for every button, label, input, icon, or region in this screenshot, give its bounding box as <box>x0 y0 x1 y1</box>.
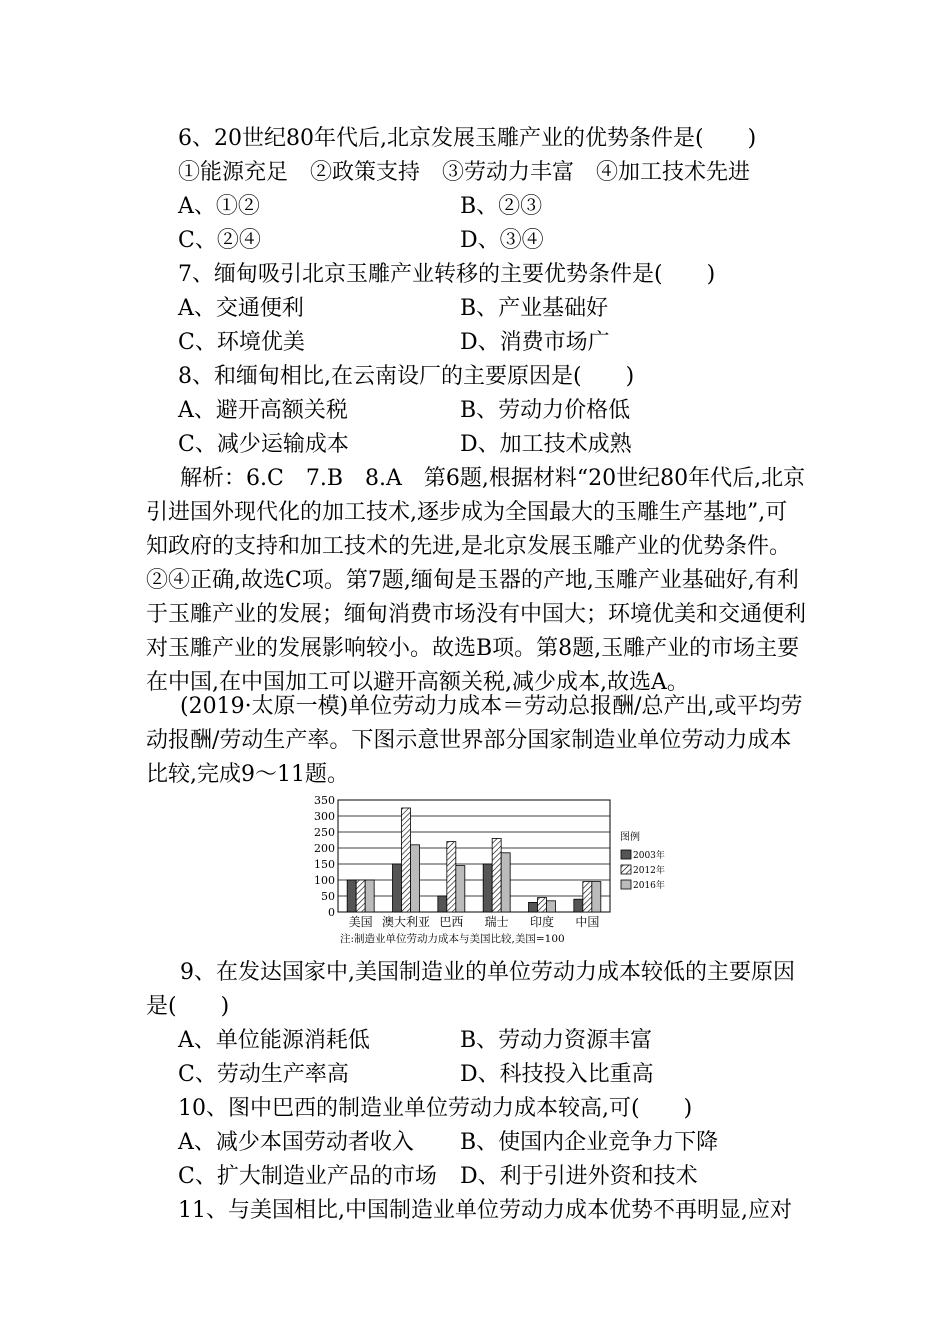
plot-frame <box>338 800 610 912</box>
q8-option-b: B、劳动力价格低 <box>460 398 631 423</box>
q7-option-a: A、交通便利 <box>178 296 304 321</box>
x-category-label: 美国 <box>348 915 373 929</box>
q10-option-d: D、利于引进外资和技术 <box>460 1164 698 1189</box>
q9-option-a: A、单位能源消耗低 <box>178 1028 370 1053</box>
q6-stem: 6、20世纪80年代后,北京发展玉雕产业的优势条件是( ) <box>178 126 757 151</box>
q9-option-c: C、劳动生产率高 <box>178 1062 349 1087</box>
bar <box>347 880 356 912</box>
bar <box>483 864 492 912</box>
q11-stem: 11、与美国相比,中国制造业单位劳动力成本优势不再明显,应对 <box>178 1198 792 1223</box>
y-tick-label: 200 <box>314 842 335 855</box>
q10-stem: 10、图中巴西的制造业单位劳动力成本较高,可( ) <box>178 1096 693 1121</box>
q9-stem-paragraph <box>146 956 806 1024</box>
q10-option-c: C、扩大制造业产品的市场 <box>178 1164 437 1189</box>
y-tick-label: 100 <box>314 874 335 887</box>
q8-option-a: A、避开高额关税 <box>178 398 348 423</box>
y-tick-label: 0 <box>328 906 335 919</box>
bar <box>356 880 365 912</box>
y-tick-label: 250 <box>314 826 335 839</box>
legend-title: 图例 <box>620 832 640 843</box>
x-category-label: 印度 <box>529 915 555 929</box>
bar <box>492 838 501 912</box>
legend-swatch <box>621 880 631 889</box>
q6-option-b: B、②③ <box>460 194 543 219</box>
q9-option-b: B、劳动力资源丰富 <box>460 1028 653 1053</box>
analysis-text: 解析：6.C 7.B 8.A 第6题,根据材料“20世纪80年代后,北京引进国外现代化的加工技术,逐步成为全国最大的玉雕生产基地”,可知政府的支持和加工技术的先进,是北京发展玉雕产业的优势条件。②④正确,故选C项。第7题,缅甸是玉器的产地,玉雕产业基础好,有利于玉雕产业的发展；缅甸消费市场没有中国大；环境优美和交通便利对玉雕产业的发展影响较小。故选B项。第8题,玉雕产业的市场主要在中国,在中国加工可以避开高额关税,减少成本,故选A。 <box>146 466 807 695</box>
q6-option-c: C、②④ <box>178 228 261 253</box>
x-category-label: 中国 <box>575 915 600 929</box>
q10-option-a: A、减少本国劳动者收入 <box>178 1130 414 1155</box>
bar <box>411 845 420 912</box>
bar <box>501 853 510 912</box>
bar <box>583 882 592 912</box>
x-category-label: 巴西 <box>439 915 464 929</box>
intro-paragraph <box>146 690 806 792</box>
q9-stem: 9、在发达国家中,美国制造业的单位劳动力成本较低的主要原因是( ) <box>146 960 795 1019</box>
bar <box>592 882 601 912</box>
bar <box>447 842 456 912</box>
y-tick-label: 300 <box>314 810 335 823</box>
bar <box>402 808 411 912</box>
y-tick-label: 350 <box>314 794 335 807</box>
q6-option-d: D、③④ <box>460 228 544 253</box>
q7-option-d: D、消费市场广 <box>460 330 610 355</box>
legend-label: 2012年 <box>633 866 665 876</box>
q8-option-c: C、减少运输成本 <box>178 432 349 457</box>
legend-swatch <box>621 850 631 859</box>
q8-stem: 8、和缅甸相比,在云南设厂的主要原因是( ) <box>178 364 635 389</box>
x-category-label: 瑞士 <box>484 915 509 929</box>
bar <box>393 864 402 912</box>
q6-option-a: A、①② <box>178 194 260 219</box>
bar <box>365 880 374 912</box>
intro-text: (2019·太原一模)单位劳动力成本＝劳动总报酬/总产出,或平均劳动报酬/劳动生产率。下图示意世界部分国家制造业单位劳动力成本比较,完成9～11题。 <box>146 694 803 787</box>
legend-label: 2016年 <box>633 881 665 891</box>
analysis-paragraph <box>146 462 806 700</box>
bar <box>574 899 583 912</box>
labor-cost-bar-chart <box>300 792 665 952</box>
legend-swatch <box>621 865 631 874</box>
y-tick-label: 150 <box>314 858 335 871</box>
q7-stem: 7、缅甸吸引北京玉雕产业转移的主要优势条件是( ) <box>178 262 716 287</box>
bar <box>438 896 447 912</box>
q7-option-c: C、环境优美 <box>178 330 305 355</box>
bar <box>529 902 538 912</box>
q9-option-d: D、科技投入比重高 <box>460 1062 654 1087</box>
bar <box>547 901 556 912</box>
q6-items: ①能源充足 ②政策支持 ③劳动力丰富 ④加工技术先进 <box>178 160 751 185</box>
y-tick-label: 50 <box>321 890 335 903</box>
q7-option-b: B、产业基础好 <box>460 296 609 321</box>
bar <box>538 898 547 912</box>
q10-option-b: B、使国内企业竞争力下降 <box>460 1130 719 1155</box>
legend-label: 2003年 <box>633 851 665 861</box>
x-category-label: 澳大利亚 <box>381 915 431 929</box>
q8-option-d: D、加工技术成熟 <box>460 432 632 457</box>
chart-note: 注:制造业单位劳动力成本与美国比较,美国=100 <box>340 933 565 945</box>
bar <box>456 866 465 912</box>
